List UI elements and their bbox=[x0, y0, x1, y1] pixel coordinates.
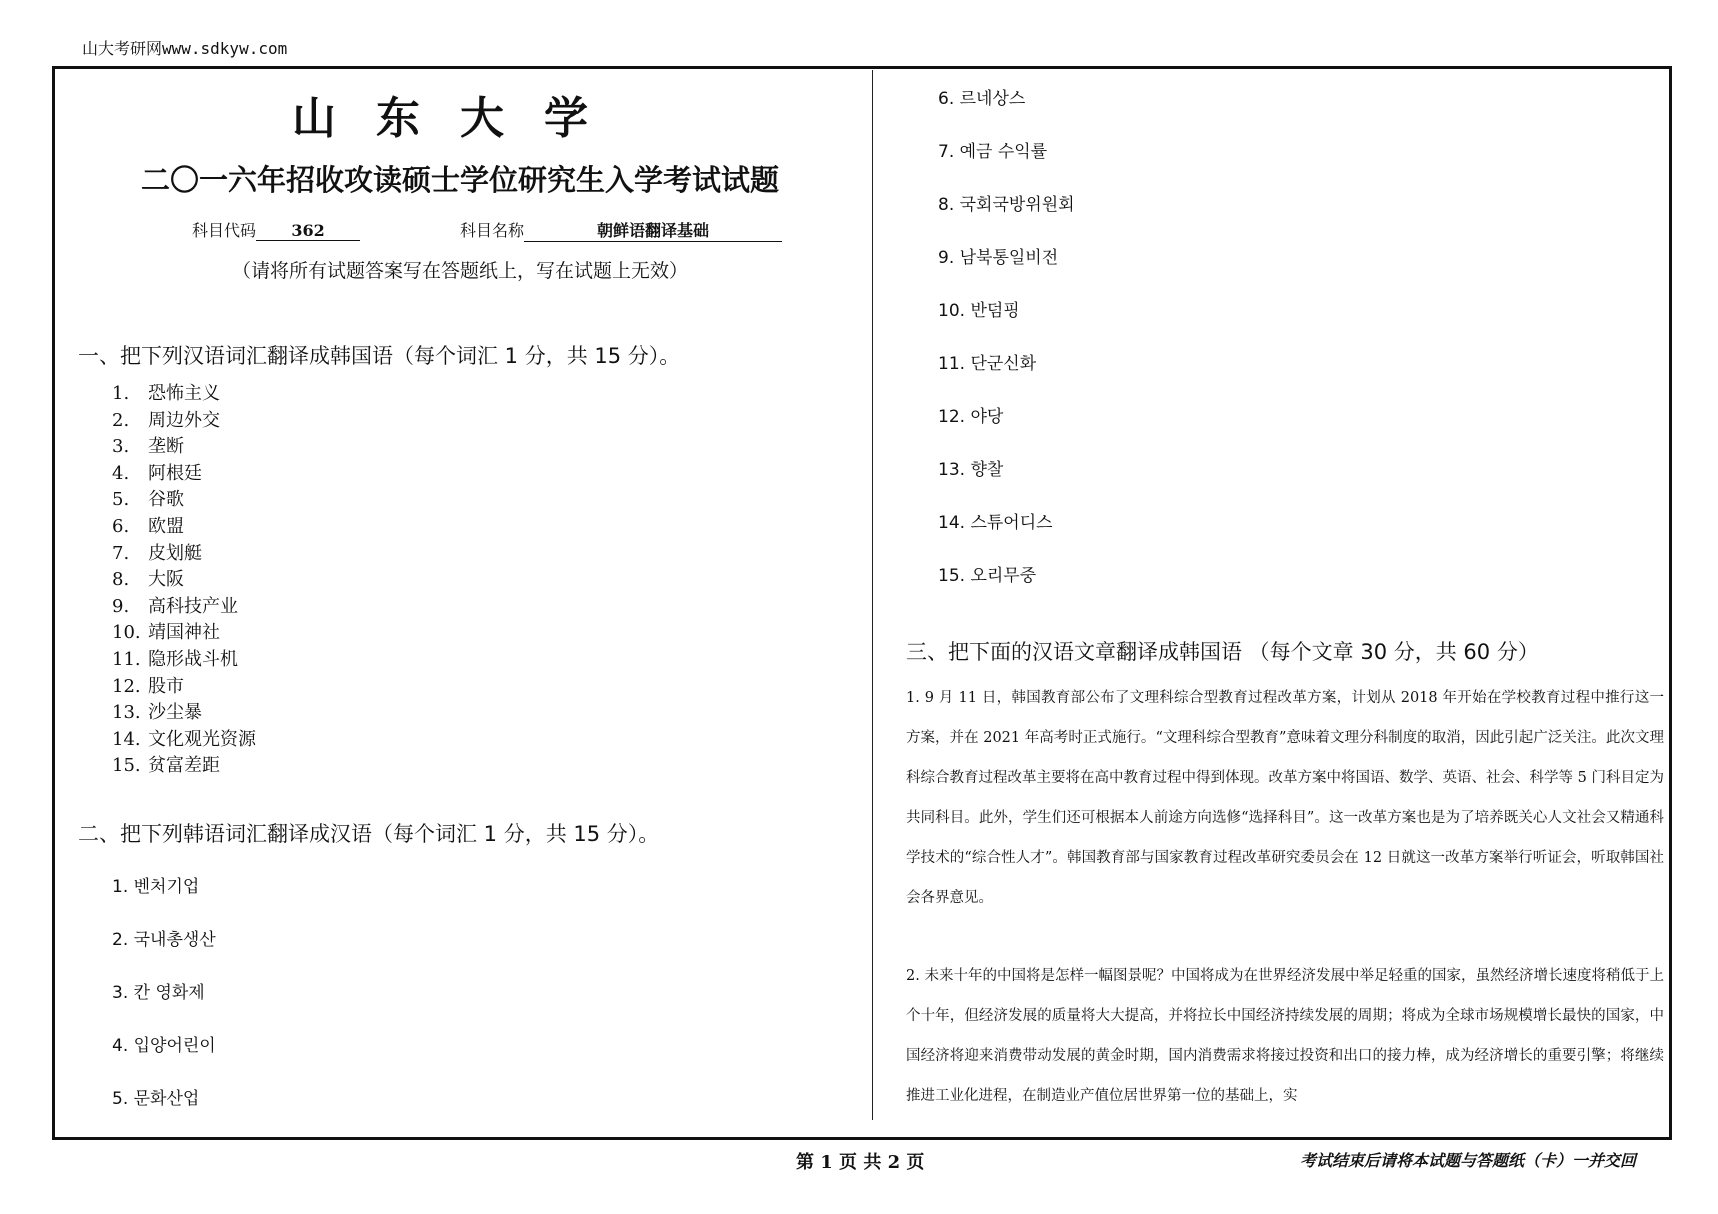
exam-title: 二〇一六年招收攻读硕士学位研究生入学考试试题 bbox=[140, 163, 779, 197]
list-item bbox=[112, 674, 256, 701]
item-number: 10. bbox=[112, 622, 141, 644]
item-text: 垄断 bbox=[148, 436, 184, 458]
item-text: 高科技产业 bbox=[148, 595, 238, 617]
item-text: 皮划艇 bbox=[148, 542, 202, 564]
list-item bbox=[112, 514, 256, 541]
site-url: 山大考研网www.sdkyw.com bbox=[82, 39, 288, 58]
list-item bbox=[112, 487, 256, 514]
item-number: 11. bbox=[112, 648, 141, 670]
subject-name-label: 科目名称 bbox=[460, 221, 525, 240]
item-text: 股市 bbox=[148, 675, 184, 697]
section2-list bbox=[112, 872, 216, 1137]
item-number: 4. bbox=[112, 462, 130, 484]
item-text: 靖国神社 bbox=[148, 622, 220, 644]
passage-2: 2. 未来十年的中国将是怎样一幅图景呢？中国将成为在世界经济发展中举足轻重的国家，虽然经济增长速度将稍低于上个十年，但经济发展的质量将大大提高，并将拉长中国经济持续发展的周期；将成为全球市场规模增长最快的国家，中国经济将迎来消费带动发展的黄金时期，国内消费需求将接过投资和出口的接力棒，成为经济增长的重要引擎；将继续推进工业化进程，在制造业产值位居世界第一位的基础上，实 bbox=[906, 968, 1664, 1104]
item-number: 1. bbox=[112, 383, 130, 404]
section2-title: 二、把下列韩语词汇翻译成汉语（每个词汇 1 分，共 15 分）。 bbox=[78, 822, 660, 846]
item-text: 沙尘暴 bbox=[148, 702, 202, 724]
subject-code-label: 科目代码 bbox=[192, 221, 257, 240]
section2-list-continued bbox=[938, 84, 1075, 614]
item-text: 隐形战斗机 bbox=[148, 648, 238, 670]
list-item: 1. 벤처기업 bbox=[112, 877, 200, 897]
section1-title: 一、把下列汉语词汇翻译成韩国语（每个词汇 1 分，共 15 分）。 bbox=[78, 344, 681, 368]
item-number: 3. bbox=[112, 436, 130, 458]
list-item bbox=[112, 727, 256, 754]
item-number: 2. bbox=[112, 409, 130, 431]
section3-title: 三、把下面的汉语文章翻译成韩国语 （每个文章 30 分，共 60 分） bbox=[906, 640, 1539, 664]
footer-note: 考试结束后请将本试题与答题纸（卡）一并交回 bbox=[1300, 1151, 1637, 1170]
list-item bbox=[112, 567, 256, 594]
item-text: 阿根廷 bbox=[148, 462, 202, 484]
list-item: 15. 오리무중 bbox=[938, 566, 1037, 586]
list-item bbox=[112, 381, 256, 408]
item-text: 恐怖主义 bbox=[148, 383, 220, 404]
subject-name-value: 朝鲜语翻译基础 bbox=[524, 218, 782, 242]
item-number: 15. bbox=[112, 755, 141, 777]
item-text: 欧盟 bbox=[148, 515, 184, 537]
item-text: 贫富差距 bbox=[148, 755, 220, 777]
list-item bbox=[112, 461, 256, 488]
item-number: 6. bbox=[112, 515, 130, 537]
item-number: 14. bbox=[112, 728, 141, 750]
section1-list bbox=[112, 381, 256, 780]
item-number: 13. bbox=[112, 702, 141, 724]
list-item bbox=[112, 620, 256, 647]
list-item bbox=[112, 700, 256, 727]
subject-name-row bbox=[460, 218, 782, 242]
list-item: 12. 야당 bbox=[938, 407, 1004, 427]
exam-notice: （请将所有试题答案写在答题纸上，写在试题上无效） bbox=[231, 260, 688, 282]
list-item: 10. 반덤핑 bbox=[938, 301, 1020, 321]
list-item: 4. 입양어린이 bbox=[112, 1036, 216, 1056]
item-number: 5. bbox=[112, 489, 130, 511]
subject-code-value: 362 bbox=[256, 221, 360, 241]
list-item: 11. 단군신화 bbox=[938, 354, 1037, 374]
item-text: 谷歌 bbox=[148, 489, 184, 511]
item-number: 7. bbox=[112, 542, 130, 564]
page-number: 第 1 页 共 2 页 bbox=[796, 1152, 925, 1173]
item-text: 大阪 bbox=[148, 569, 184, 591]
list-item: 14. 스튜어디스 bbox=[938, 513, 1053, 533]
list-item: 6. 르네상스 bbox=[938, 89, 1026, 109]
item-text: 周边外交 bbox=[148, 409, 220, 431]
item-text: 文化观光资源 bbox=[148, 728, 256, 750]
list-item bbox=[112, 541, 256, 568]
list-item bbox=[112, 594, 256, 621]
list-item: 5. 문화산업 bbox=[112, 1089, 200, 1109]
list-item bbox=[112, 434, 256, 461]
list-item: 7. 예금 수익률 bbox=[938, 142, 1048, 162]
list-item: 2. 국내총생산 bbox=[112, 930, 216, 950]
item-number: 8. bbox=[112, 569, 130, 591]
list-item bbox=[112, 647, 256, 674]
list-item bbox=[112, 408, 256, 435]
list-item: 13. 향찰 bbox=[938, 460, 1004, 480]
item-number: 9. bbox=[112, 595, 130, 617]
university-name: 山东大学 bbox=[292, 93, 628, 144]
list-item: 9. 남북통일비전 bbox=[938, 248, 1059, 268]
column-divider bbox=[872, 70, 873, 1120]
subject-code-row bbox=[192, 218, 360, 241]
list-item: 3. 칸 영화제 bbox=[112, 983, 205, 1003]
item-number: 12. bbox=[112, 675, 141, 697]
list-item: 8. 국회국방위원회 bbox=[938, 195, 1075, 215]
list-item bbox=[112, 753, 256, 780]
passage-1: 1. 9 月 11 日，韩国教育部公布了文理科综合型教育过程改革方案，计划从 2018 年开始在学校教育过程中推行这一方案，并在 2021 年高考时正式施行。“文理科综合型教育”意味着文理分科制度的取消，因此引起广泛关注。此次文理科综合教育过程改革主要将在高中教育过程中得到体现。改革方案中将国语、数学、英语、社会、科学等 5 门科目定为共同科目。此外，学生们还可根据本人前途方向选修“选择科目”。这一改革方案也是为了培养既关心人文社会又精通科学技术的“综合性人才”。韩国教育部与国家教育过程改革研究委员会在 12 日就这一改革方案举行听证会，听取韩国社会各界意见。 bbox=[906, 690, 1664, 906]
